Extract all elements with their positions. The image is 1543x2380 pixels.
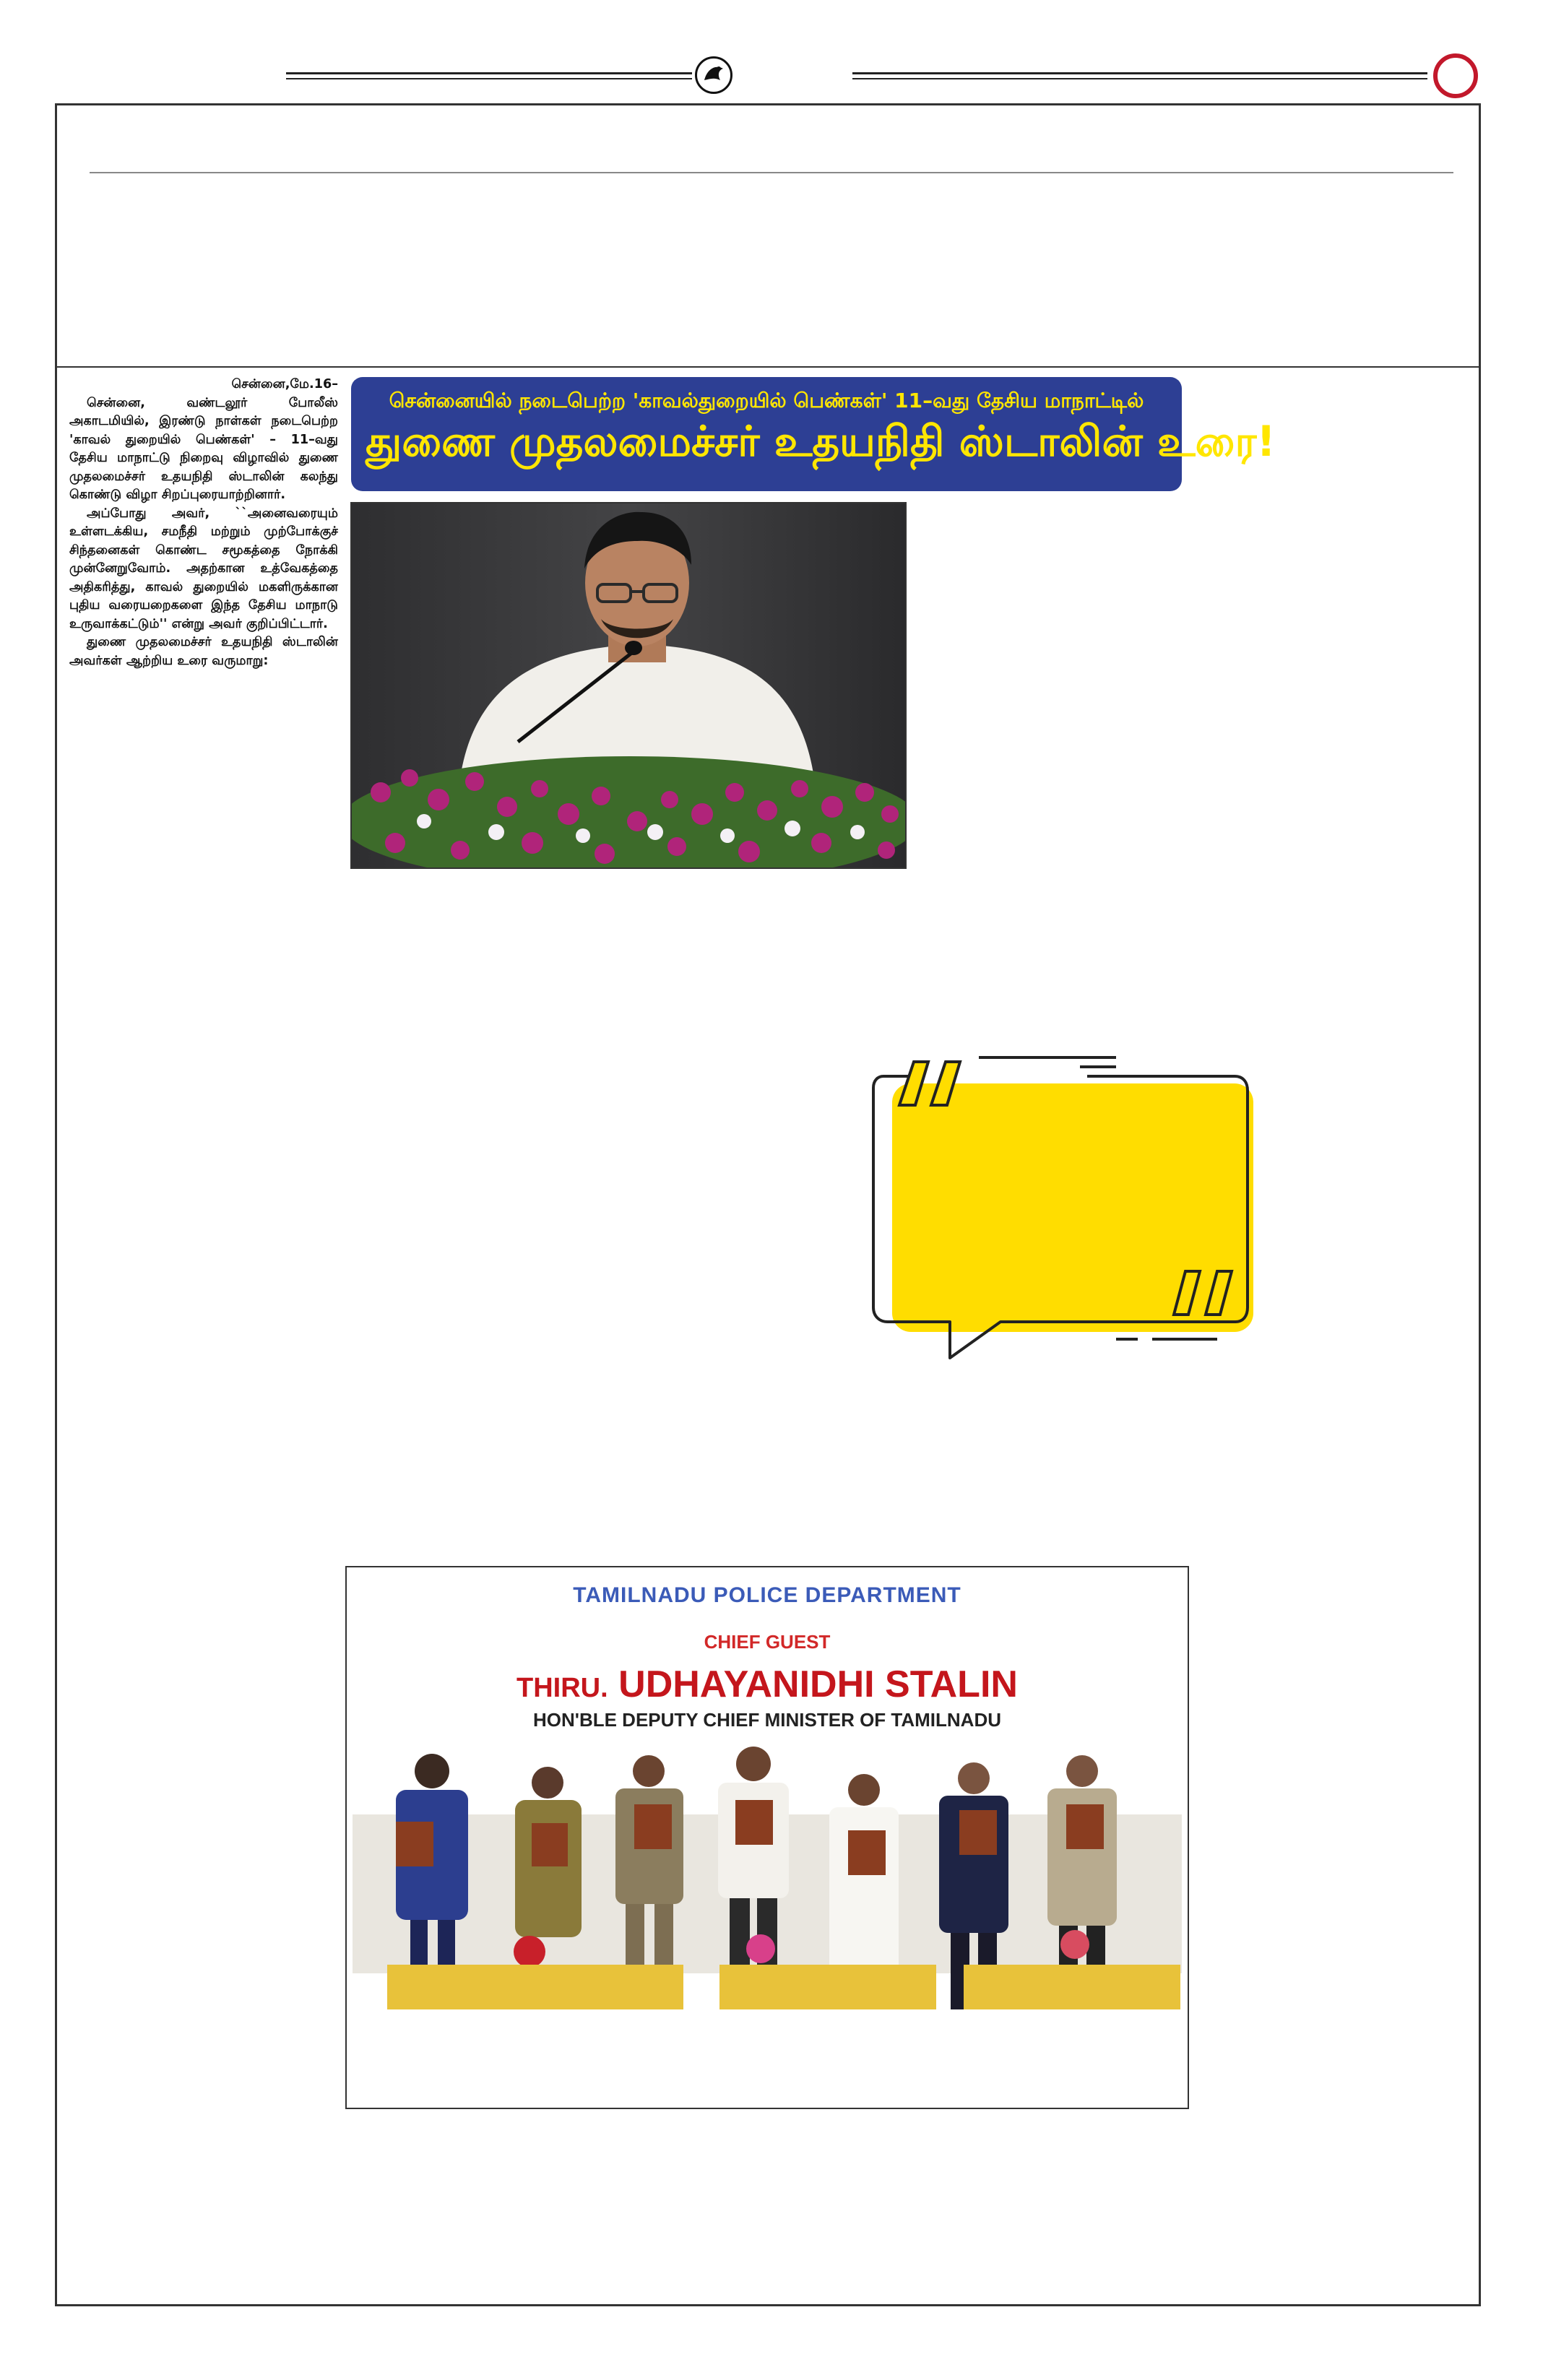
top-rule-left	[286, 72, 692, 74]
banner-name-text: UDHAYANIDHI STALIN	[618, 1663, 1018, 1705]
banner-guest-label: CHIEF GUEST	[704, 1631, 831, 1653]
headline-title: துணை முதலமைச்சர் உதயநிதி ஸ்டாலின் உரை!	[366, 417, 1276, 466]
section-rule	[57, 366, 1479, 368]
dateline: சென்னை,மே.16–	[231, 377, 338, 391]
event-photo-scene	[353, 1735, 1182, 2109]
page-number-circle	[1433, 53, 1478, 98]
top-rule-right-thin	[852, 78, 1427, 79]
quote-bubble-graphic	[870, 1047, 1261, 1387]
banner-subtitle: HON'BLE DEPUTY CHIEF MINISTER OF TAMILNADU	[533, 1709, 1001, 1731]
banner-name	[347, 1663, 1188, 1706]
top-rule-right	[852, 72, 1427, 74]
article-paragraph: அப்போது அவர், ``அனைவரையும் உள்ளடக்கிய, சமநீதி மற்றும் முற்போக்குச் சிந்தனைகள் கொண்ட சமூகத்தை நோக்கி முன்னேறுவோம். அதற்கான உத்வேகத்தை அதிகரித்து, காவல் துறையில் மகளிருக்கான புதிய வரையறைகளை இந்த தேசிய மாநாடு உருவாக்கட்டும்'' என்று அவர் குறிப்பிட்டார்.	[69, 506, 338, 631]
headline-kicker: சென்னையில் நடைபெற்ற 'காவல்துறையில் பெண்கள்' 11–வது தேசிய மாநாட்டில்	[389, 389, 1144, 412]
speaker-photo	[350, 502, 907, 869]
article-column	[69, 376, 338, 670]
article-paragraph: துணை முதலமைச்சர் உதயநிதி ஸ்டாலின் அவர்கள் ஆற்றிய உரை வருமாறு:	[69, 635, 338, 668]
banner-title: TAMILNADU POLICE DEPARTMENT	[573, 1583, 961, 1607]
top-rule-left-thin	[286, 78, 692, 79]
event-photo	[345, 1566, 1189, 2109]
header-rule	[90, 172, 1453, 173]
article-paragraph: சென்னை, வண்டலூர் போலீஸ் அகாடமியில், இரண்டு நாள்கள் நடைபெற்ற 'காவல் துறையில் பெண்கள்' – 11–வது தேசிய மாநாட்டு நிறைவு விழாவில் துணை முதலமைச்சர் உதயநிதி ஸ்டாலின் கலந்து கொண்டு விழா சிறப்புரையாற்றினார்.	[69, 395, 338, 502]
emblem-icon	[695, 56, 732, 94]
banner-name-prefix: THIRU.	[517, 1673, 608, 1703]
headline-box	[351, 377, 1276, 491]
